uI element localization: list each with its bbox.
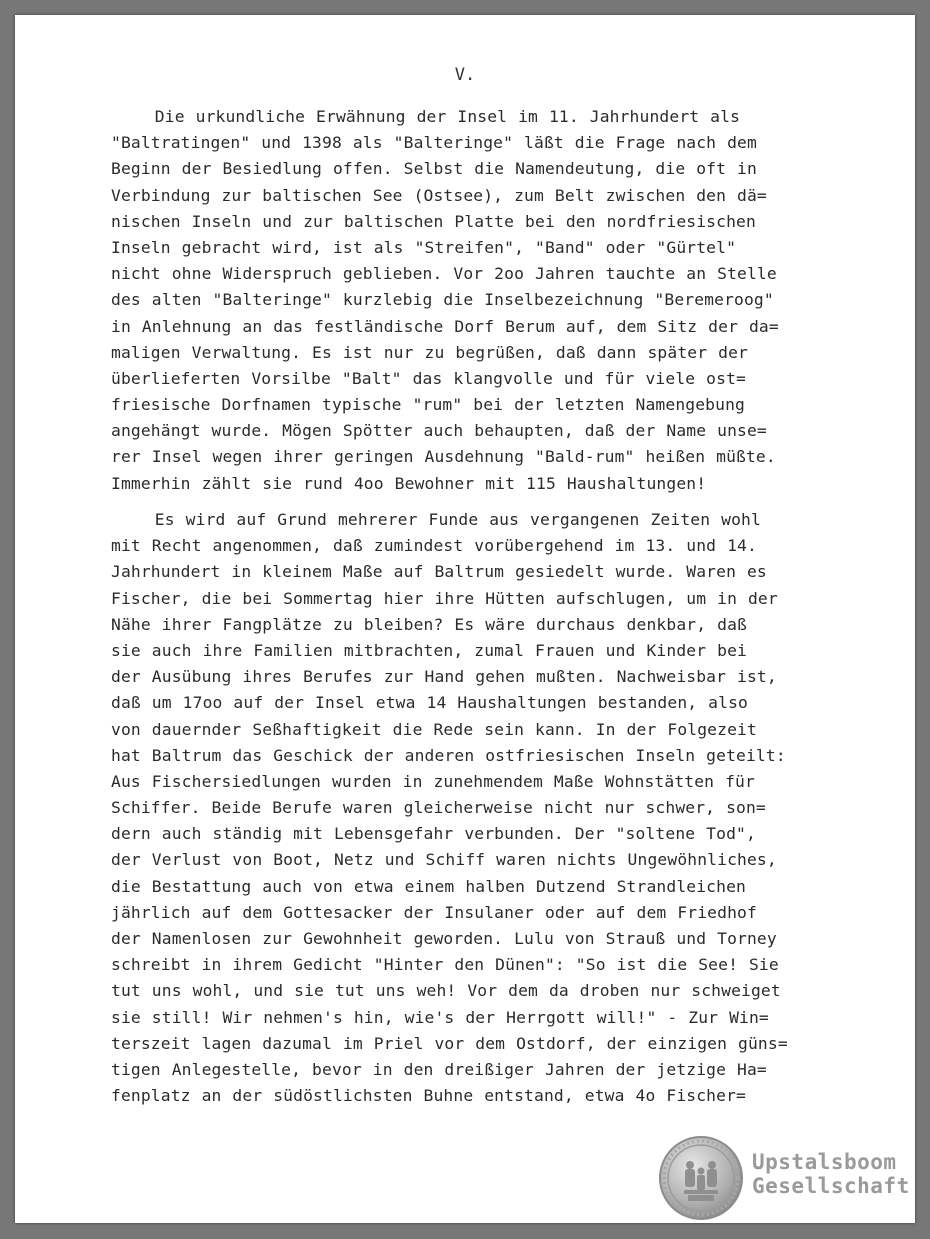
- text-line: "Baltratingen" und 1398 als "Balteringe" läßt die Frage nach dem: [111, 133, 757, 153]
- text-line: der Verlust von Boot, Netz und Schiff waren nichts Ungewöhnliches,: [111, 850, 777, 870]
- text-line: überlieferten Vorsilbe "Balt" das klangvolle und für viele ost=: [111, 368, 746, 388]
- text-line: tut uns wohl, und sie tut uns weh! Vor dem da droben nur schweiget: [111, 981, 781, 1001]
- text-line: Jahrhundert in kleinem Maße auf Baltrum gesiedelt wurde. Waren es: [111, 562, 767, 582]
- text-line: der Namenlosen zur Gewohnheit geworden. Lulu von Strauß und Torney: [111, 929, 777, 948]
- text-line: jährlich auf dem Gottesacker der Insulaner oder auf dem Friedhof: [111, 902, 757, 922]
- text-line: Nähe ihrer Fangplätze zu bleiben? Es wäre durchaus denkbar, daß: [111, 614, 747, 634]
- text-line: friesische Dorfnamen typische "rum" bei der letzten Namengebung: [111, 395, 745, 415]
- text-line: dern auch ständig mit Lebensgefahr verbunden. Der "soltene Tod",: [111, 824, 756, 844]
- text-line: fenplatz an der südöstlichsten Buhne entstand, etwa 4o Fischer=: [111, 1086, 746, 1106]
- text-line: sie still! Wir nehmen's hin, wie's der Herrgott will!" - Zur Win=: [111, 1007, 769, 1027]
- text-line: Inseln gebracht wird, ist als "Streifen", "Band" oder "Gürtel": [111, 237, 737, 257]
- paragraph-2: [111, 507, 851, 1109]
- text-line: tigen Anlegestelle, bevor in den dreißiger Jahren der jetzige Ha=: [111, 1059, 767, 1079]
- text-line: daß um 17oo auf der Insel etwa 14 Haushaltungen bestanden, also: [111, 693, 748, 713]
- text-line: Fischer, die bei Sommertag hier ihre Hütten aufschlugen, um in der: [111, 588, 778, 608]
- text-line: sie auch ihre Familien mitbrachten, zumal Frauen und Kinder bei: [111, 640, 747, 660]
- text-line: des alten "Balteringe" kurzlebig die Inselbezeichnung "Beremeroog": [111, 290, 774, 310]
- text-line: mit Recht angenommen, daß zumindest vorübergehend im 13. und 14.: [111, 536, 757, 556]
- text-line: nischen Inseln und zur baltischen Platte bei den nordfriesischen: [111, 211, 756, 231]
- text-line: terszeit lagen dazumal im Priel vor dem Ostdorf, der einzigen güns=: [111, 1033, 788, 1053]
- watermark-text: [752, 1150, 910, 1198]
- text-line: nicht ohne Widerspruch geblieben. Vor 2oo Jahren tauchte an Stelle: [111, 264, 777, 284]
- seal-icon: [658, 1135, 744, 1221]
- text-line: Aus Fischersiedlungen wurden in zunehmendem Maße Wohnstätten für: [111, 771, 755, 791]
- text-line: Immerhin zählt sie rund 4oo Bewohner mit 115 Haushaltungen!: [111, 473, 707, 493]
- text-line: Es wird auf Grund mehrerer Funde aus vergangenen Zeiten wohl: [111, 510, 761, 529]
- watermark-line-1: Upstalsboom: [752, 1150, 897, 1174]
- text-line: angehängt wurde. Mögen Spötter auch behaupten, daß der Name unse=: [111, 421, 767, 441]
- text-line: Schiffer. Beide Berufe waren gleicherweise nicht nur schwer, son=: [111, 798, 766, 818]
- text-line: Die urkundliche Erwähnung der Insel im 11. Jahrhundert als: [111, 107, 741, 126]
- text-line: der Ausübung ihres Berufes zur Hand gehen mußten. Nachweisbar ist,: [111, 667, 777, 687]
- paragraph-1: [111, 104, 851, 497]
- watermark-line-2: Gesellschaft: [752, 1174, 910, 1198]
- text-line: maligen Verwaltung. Es ist nur zu begrüßen, daß dann später der: [111, 342, 748, 362]
- page-number: V.: [454, 65, 476, 85]
- text-line: von dauernder Seßhaftigkeit die Rede sein kann. In der Folgezeit: [111, 719, 757, 739]
- document-page: [15, 15, 915, 1223]
- text-line: hat Baltrum das Geschick der anderen ostfriesischen Inseln geteilt:: [111, 745, 786, 765]
- text-line: in Anlehnung an das festländische Dorf Berum auf, dem Sitz der da=: [111, 316, 779, 336]
- publisher-watermark: [658, 1133, 915, 1223]
- text-line: rer Insel wegen ihrer geringen Ausdehnung "Bald-rum" heißen müßte.: [111, 447, 776, 467]
- text-line: Beginn der Besiedlung offen. Selbst die Namendeutung, die oft in: [111, 159, 757, 179]
- text-line: schreibt in ihrem Gedicht "Hinter den Dünen": "So ist die See! Sie: [111, 955, 779, 975]
- text-line: die Bestattung auch von etwa einem halben Dutzend Strandleichen: [111, 876, 746, 896]
- text-line: Verbindung zur baltischen See (Ostsee), zum Belt zwischen den dä=: [111, 185, 767, 205]
